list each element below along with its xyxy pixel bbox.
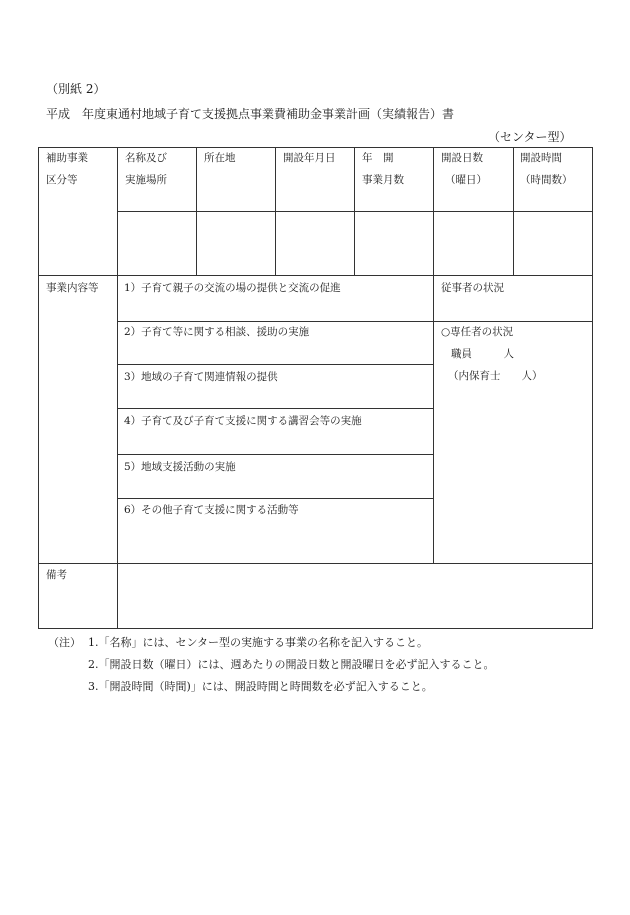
header-program-category: 補助事業 区分等 [46,152,88,186]
note-1: 1.「名称」には、センター型の実施する事業の名称を記入すること。 [88,636,429,649]
content-item-4: 4）子育て及び子育て支援に関する講習会等の実施 [124,415,362,427]
content-item-5: 5）地域支援活動の実施 [124,461,236,473]
note-2: 2.「開設日数（曜日）には、週あたりの開設日数と開設曜日を必ず記入すること。 [88,658,495,671]
note-3: 3.「開設時間（時間)」には、開設時間と時間数を必ず記入すること。 [88,680,433,693]
header-start-date: 開設年月日 [283,152,336,164]
header-name-location: 名称及び 実施場所 [125,152,167,186]
document-title: 平成 年度東通村地域子育て支援拠点事業費補助金事業計画（実績報告）書 [46,107,455,121]
staff-status-title: 従事者の状況 [441,282,504,294]
notes-prefix: （注） [48,636,81,649]
header-address: 所在地 [204,152,236,164]
center-type-label: （センター型） [488,130,572,144]
dedicated-staff-status: ○専任者の状況 [441,326,514,338]
content-item-2: 2）子育て等に関する相談、援助の実施 [124,326,310,338]
header-months: 年 開 事業月数 [362,152,404,186]
content-item-6: 6）その他子育て支援に関する活動等 [124,504,299,516]
staff-count: 職員 人 [451,348,514,360]
content-item-1: 1）子育て親子の交流の場の提供と交流の促進 [124,282,341,294]
content-label: 事業内容等 [46,282,99,294]
remarks-label: 備考 [46,569,67,581]
attachment-label: （別紙 2） [46,82,106,96]
header-open-days: 開設日数 （曜日） [441,152,487,186]
header-open-hours: 開設時間 （時間数） [520,152,573,186]
content-item-3: 3）地域の子育て関連情報の提供 [124,371,278,383]
nursery-staff-count: （内保育士 人） [448,370,543,382]
